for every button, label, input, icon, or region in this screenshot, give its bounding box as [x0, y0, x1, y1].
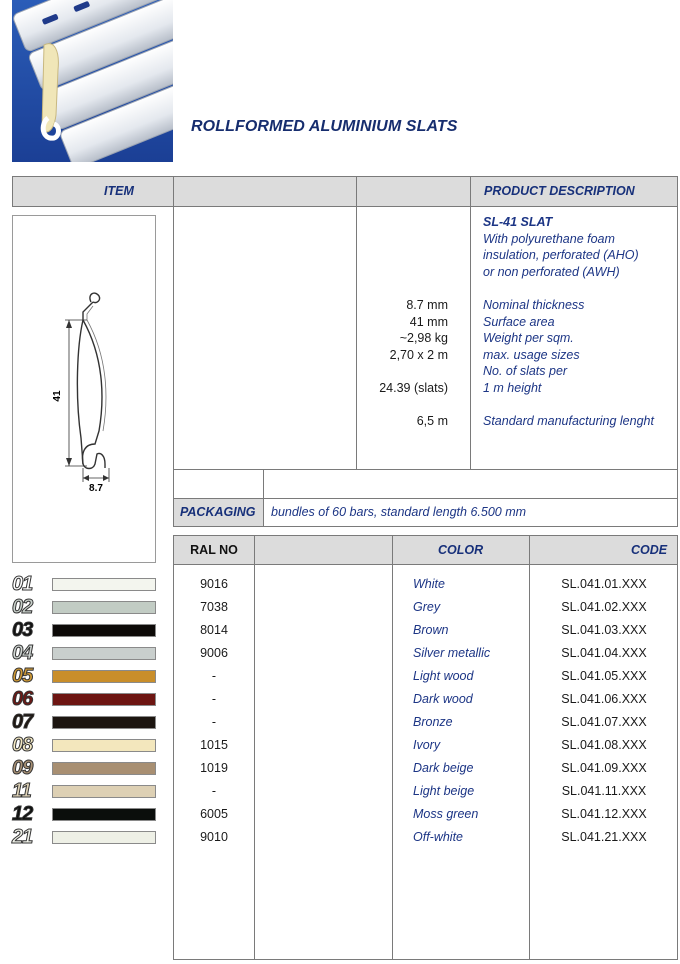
product-intro-1: With polyurethane foam — [483, 232, 615, 246]
table-row-code: SL.041.03.XXX — [561, 623, 647, 637]
table-row-color: Ivory — [413, 738, 441, 752]
slat-photo-illustration — [12, 0, 173, 162]
color-swatch — [52, 601, 156, 614]
table-row-code: SL.041.06.XXX — [561, 692, 647, 706]
spec-label-weight: Weight per sqm. — [483, 331, 574, 345]
color-swatch — [52, 808, 156, 821]
table-row-ral: 9010 — [200, 830, 228, 844]
table-row-ral: 8014 — [200, 623, 228, 637]
packaging-label: PACKAGING — [180, 505, 256, 519]
product-name: SL-41 SLAT — [483, 215, 553, 229]
color-swatch — [52, 739, 156, 752]
color-swatch — [52, 670, 156, 683]
table-row-ral: - — [211, 669, 217, 683]
spec-value-thickness: 8.7 mm — [406, 298, 448, 312]
packaging-text: bundles of 60 bars, standard length 6.500 mm — [271, 505, 527, 519]
spec-label-slats-per: No. of slats per — [483, 364, 568, 378]
table-row-color: Off-white — [413, 830, 464, 844]
swatch-number: 06 — [12, 688, 33, 710]
spec-value-length: 6,5 m — [416, 414, 448, 428]
color-swatch — [52, 624, 156, 637]
dimension-thickness-label: 8.7 — [89, 483, 103, 494]
color-swatch — [52, 762, 156, 775]
table-row-ral: 9016 — [200, 577, 228, 591]
spec-value-slats-count: 24.39 (slats) — [379, 381, 448, 395]
table-row-code: SL.041.12.XXX — [561, 807, 647, 821]
table-row-code: SL.041.09.XXX — [561, 761, 647, 775]
color-swatch — [52, 831, 156, 844]
swatch-number: 03 — [12, 619, 33, 641]
product-intro-2: insulation, perforated (AHO) — [483, 248, 639, 262]
table-row-ral: 1019 — [200, 761, 228, 775]
table-row-ral: 6005 — [200, 807, 228, 821]
table-row-code: SL.041.08.XXX — [561, 738, 647, 752]
swatch-number: 04 — [12, 642, 33, 664]
color-swatch — [52, 785, 156, 798]
table-row-code: SL.041.02.XXX — [561, 600, 647, 614]
color-swatch — [52, 716, 156, 729]
swatch-number: 05 — [12, 665, 33, 687]
swatch-number: 09 — [12, 757, 33, 779]
color-swatch — [52, 693, 156, 706]
table-row-ral: 9006 — [200, 646, 228, 660]
page-title: ROLLFORMED ALUMINIUM SLATS — [191, 118, 458, 135]
table-row-code: SL.041.01.XXX — [561, 577, 647, 591]
table-row-code: SL.041.07.XXX — [561, 715, 647, 729]
table-row-color: Dark wood — [413, 692, 473, 706]
table-row-color: Brown — [413, 623, 449, 637]
dimension-height-label: 41 — [52, 390, 63, 402]
ral-header: RAL NO — [190, 543, 238, 557]
spec-label-slats-count: 1 m height — [483, 381, 542, 395]
color-header: COLOR — [438, 543, 484, 557]
spec-label-max-size: max. usage sizes — [483, 348, 580, 362]
spacer-row — [173, 469, 678, 499]
spec-label-thickness: Nominal thickness — [483, 298, 585, 312]
table-row-color: Light wood — [413, 669, 474, 683]
code-header: CODE — [631, 543, 668, 557]
slat-profile-drawing — [13, 216, 155, 562]
table-row-ral: - — [211, 692, 217, 706]
table-row-ral: 1015 — [200, 738, 228, 752]
swatch-number: 11 — [12, 780, 31, 802]
item-header: ITEM — [104, 184, 134, 198]
table-row-color: Dark beige — [413, 761, 474, 775]
spec-label-surface: Surface area — [483, 315, 555, 329]
table-row-code: SL.041.05.XXX — [561, 669, 647, 683]
table-row-code: SL.041.04.XXX — [561, 646, 647, 660]
product-description-header: PRODUCT DESCRIPTION — [484, 184, 635, 198]
spec-value-surface: 41 mm — [409, 315, 448, 329]
spec-label-length: Standard manufacturing lenght — [483, 414, 654, 428]
table-row-color: Silver metallic — [413, 646, 491, 660]
table-row-ral: - — [211, 784, 217, 798]
swatch-number: 01 — [12, 573, 33, 595]
table-row-color: White — [413, 577, 445, 591]
table-row-color: Moss green — [413, 807, 479, 821]
swatch-number: 07 — [12, 711, 33, 733]
table-row-color: Grey — [413, 600, 441, 614]
table-row-ral: 7038 — [200, 600, 228, 614]
color-swatch — [52, 647, 156, 660]
table-row-code: SL.041.21.XXX — [561, 830, 647, 844]
swatch-number: 12 — [12, 803, 33, 825]
spec-value-max-size: 2,70 x 2 m — [389, 348, 448, 362]
color-swatch — [52, 578, 156, 591]
slat-profile-diagram — [12, 215, 156, 563]
spec-value-weight: ~2,98 kg — [399, 331, 448, 345]
swatch-number: 02 — [12, 596, 33, 618]
table-row-ral: - — [211, 715, 217, 729]
table-row-color: Light beige — [413, 784, 475, 798]
swatch-number: 08 — [12, 734, 33, 756]
table-row-color: Bronze — [413, 715, 453, 729]
product-photo — [12, 0, 173, 162]
swatch-number: 21 — [12, 826, 33, 848]
table-row-code: SL.041.11.XXX — [561, 784, 647, 798]
product-intro-3: or non perforated (AWH) — [483, 265, 620, 279]
